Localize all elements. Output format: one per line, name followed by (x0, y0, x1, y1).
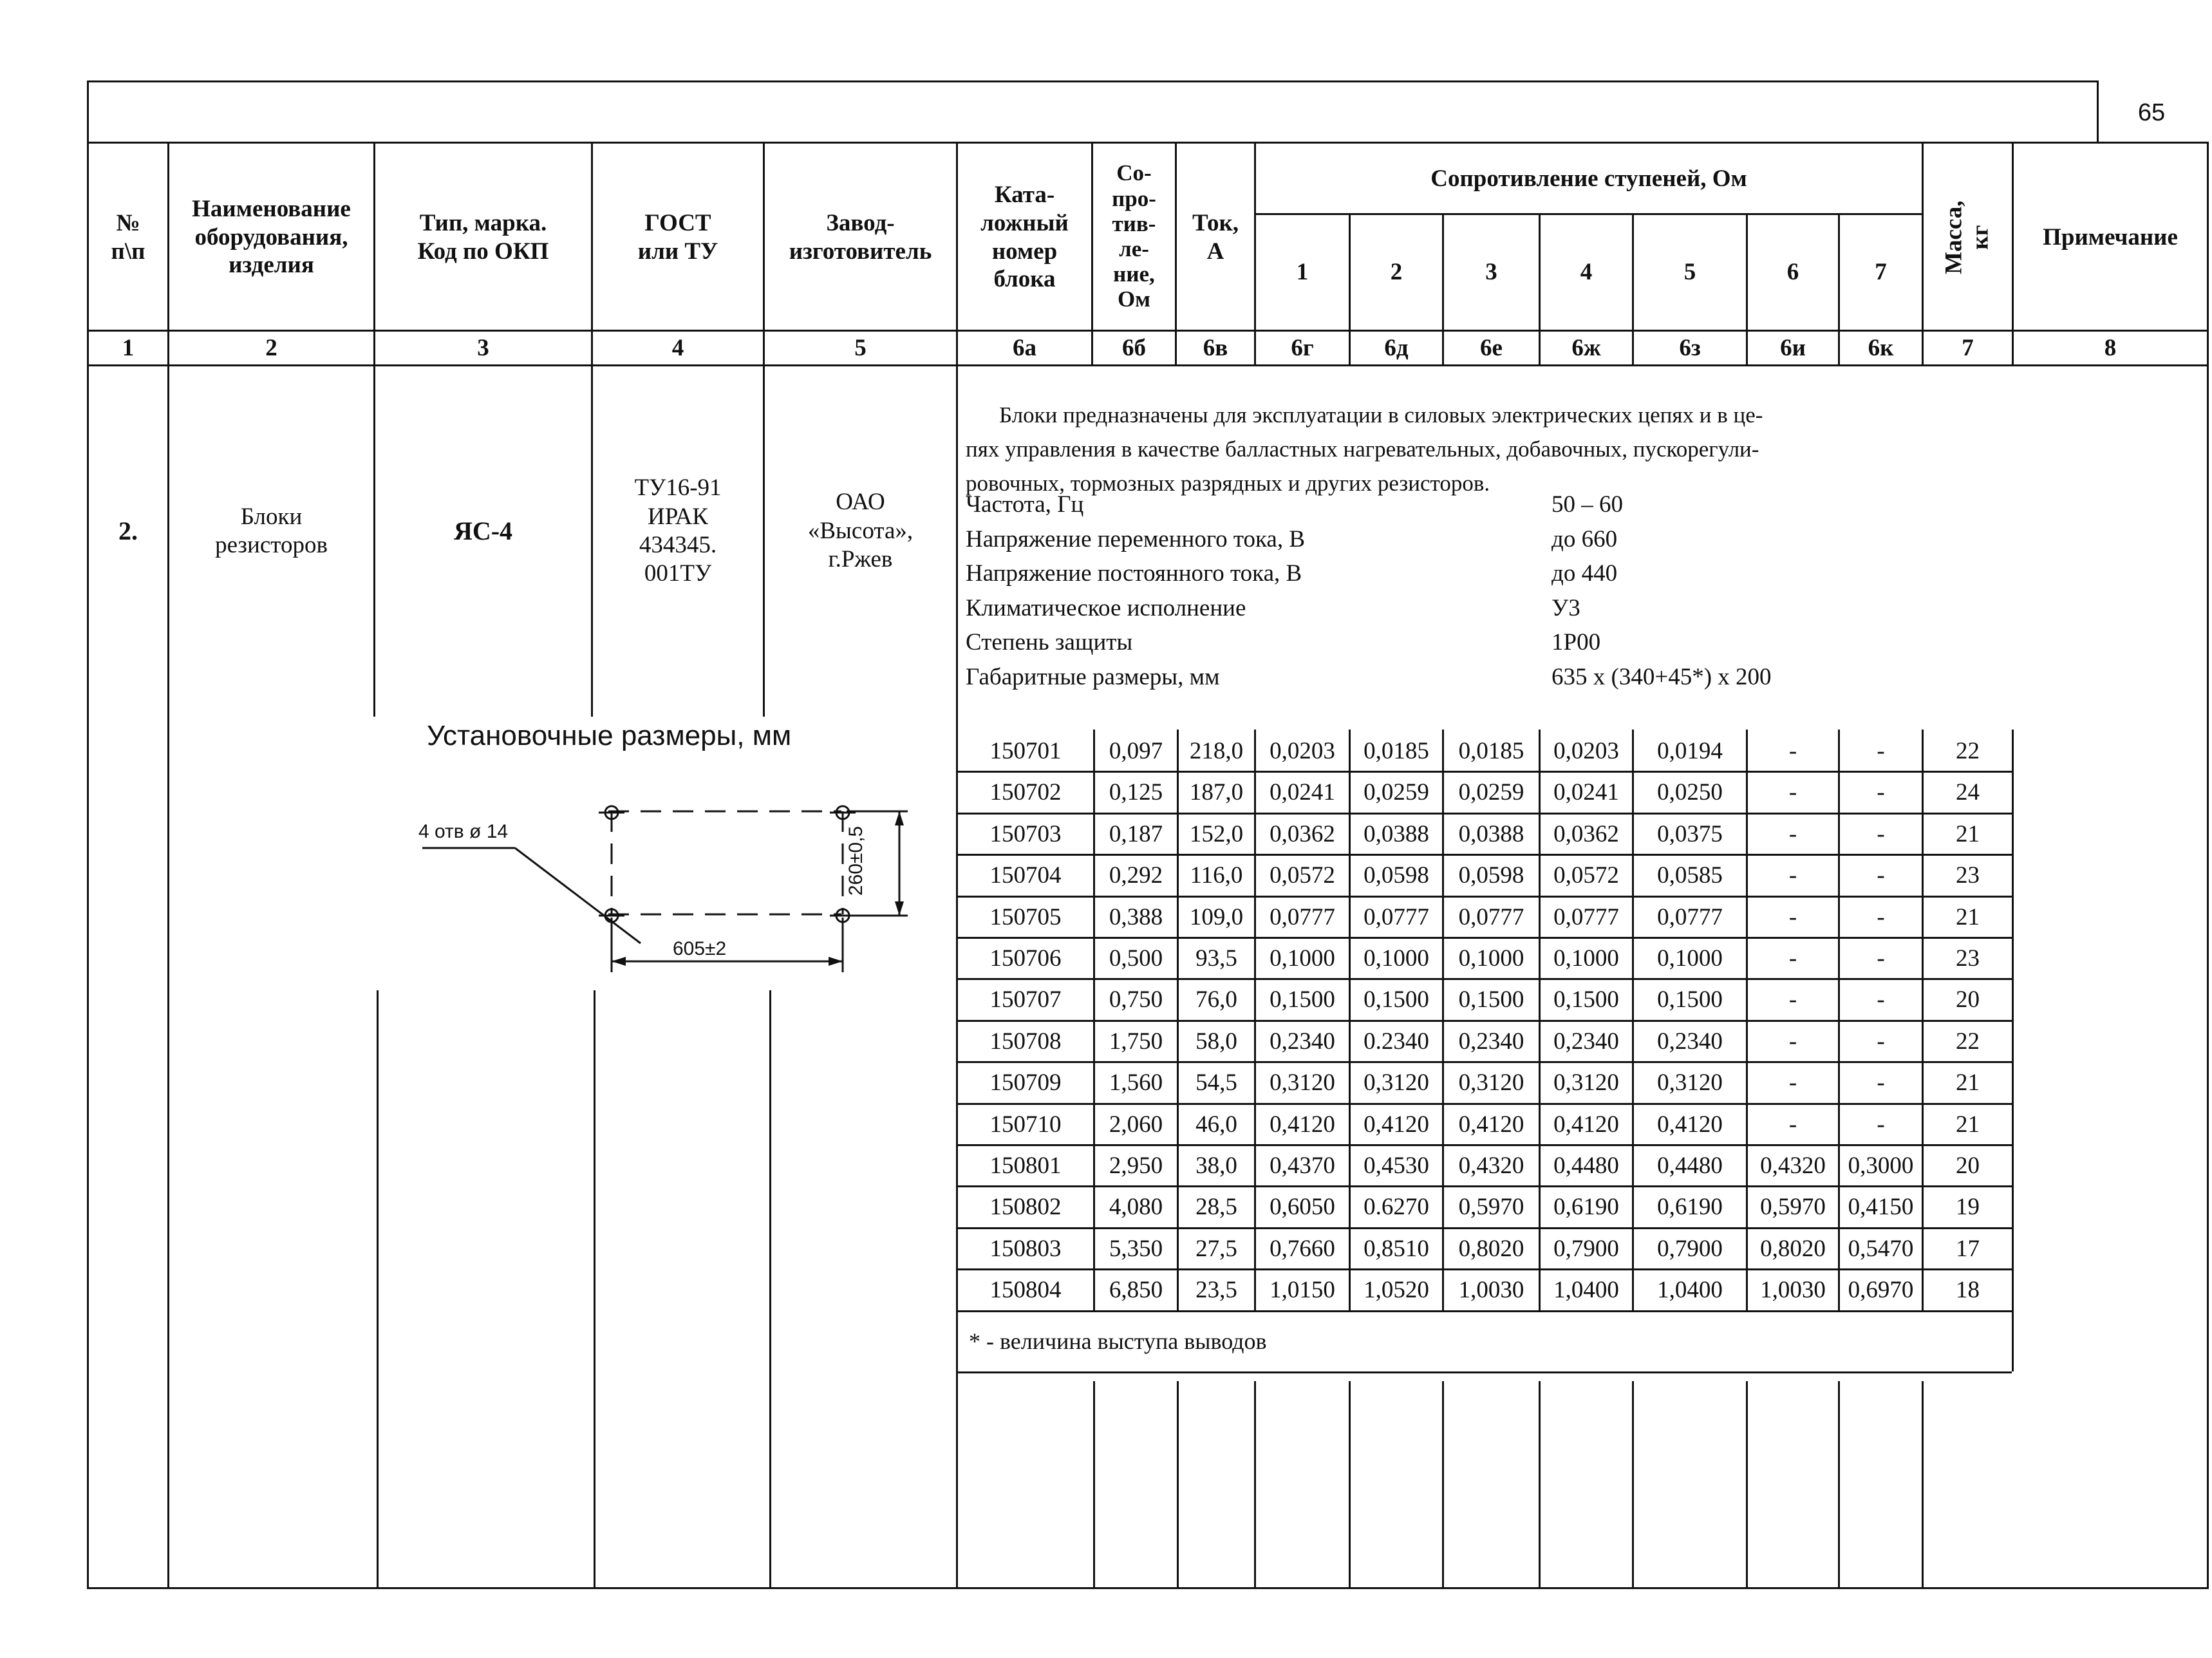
num-4: 4 (671, 334, 684, 361)
table-cell: 0,0259 (1458, 778, 1524, 805)
table-cell: 150801 (989, 1152, 1062, 1179)
frame-bottom (87, 1587, 2209, 1589)
installation-drawing (386, 773, 953, 998)
page-number: 65 (2137, 99, 2166, 126)
table-cell: 0,0585 (1657, 862, 1723, 889)
header-mass-text: Масса, кг (1940, 200, 1994, 274)
num-1: 1 (122, 334, 135, 361)
num-6v: 6в (1203, 334, 1228, 361)
table-cell: 22 (1956, 1028, 1980, 1055)
table-cell: 187,0 (1189, 778, 1244, 805)
num-6e: 6е (1480, 334, 1503, 361)
table-cell: 0,0777 (1458, 903, 1524, 930)
table-empty-col-line (1632, 1381, 1634, 1587)
num-6d: 6д (1384, 334, 1409, 361)
table-empty-col-line (1093, 1381, 1095, 1587)
table-cell: 0,4150 (1848, 1193, 1914, 1220)
table-cell: 0,5470 (1848, 1235, 1914, 1262)
table-cell: - (1788, 903, 1797, 930)
table-cell: 0,0185 (1364, 737, 1429, 764)
table-cell: 0,500 (1109, 945, 1163, 972)
table-cell: - (1877, 986, 1885, 1013)
table-cell: 150707 (989, 986, 1062, 1013)
num-6k: 6к (1868, 334, 1894, 361)
table-cell: 0,0194 (1657, 737, 1723, 764)
table-cell: - (1877, 903, 1885, 930)
num-5: 5 (854, 334, 867, 361)
table-cell: 23,5 (1195, 1276, 1237, 1303)
spec-value: до 660 (1551, 525, 1618, 552)
col-sep-3b (594, 990, 595, 1589)
table-cell: 0,0185 (1458, 737, 1524, 764)
table-cell: 0,1000 (1553, 945, 1619, 972)
table-cell: - (1788, 862, 1797, 889)
table-cell: 1,0520 (1364, 1276, 1429, 1303)
table-cell: 0,8020 (1458, 1235, 1524, 1262)
table-cell: 0,4320 (1760, 1152, 1826, 1179)
table-cell: - (1877, 945, 1885, 972)
table-cell: - (1877, 737, 1885, 764)
table-cell: 27,5 (1195, 1235, 1237, 1262)
table-cell: 28,5 (1195, 1193, 1237, 1220)
table-cell: 0.6270 (1364, 1193, 1429, 1220)
header-gost: ГОСТ или ТУ (637, 209, 718, 265)
table-cell: - (1877, 1069, 1885, 1096)
num-6a: 6а (1013, 334, 1036, 361)
table-cell: 0,6050 (1270, 1193, 1335, 1220)
table-cell: 0,2340 (1657, 1028, 1723, 1055)
spec-label: Климатическое исполнение (966, 594, 1246, 621)
leader-line (515, 848, 641, 943)
table-cell: 19 (1956, 1193, 1980, 1220)
table-cell: 0,1500 (1553, 986, 1619, 1013)
table-cell: 0,4120 (1657, 1111, 1723, 1138)
table-cell: 46,0 (1195, 1111, 1237, 1138)
header-step-3: 3 (1485, 259, 1497, 286)
spec-row (966, 628, 1867, 663)
header-name: Наименование оборудования, изделия (192, 196, 351, 279)
table-cell: 0,0250 (1657, 778, 1723, 805)
header-catalog: Ката- ложный номер блока (980, 182, 1069, 293)
table-cell: 0,4370 (1270, 1152, 1335, 1179)
table-cell: 0,1000 (1657, 945, 1723, 972)
width-dimension: 605±2 (673, 938, 727, 959)
table-cell: 0,1500 (1458, 986, 1524, 1013)
header-mass (1924, 145, 2012, 330)
spec-value: до 440 (1551, 560, 1618, 587)
table-cell: 0,3000 (1848, 1152, 1914, 1179)
table-cell: 1,560 (1109, 1069, 1163, 1096)
num-6i: 6и (1780, 334, 1806, 361)
spec-label: Степень защиты (966, 629, 1133, 655)
spec-value: 50 – 60 (1551, 491, 1623, 518)
table-cell: 0,3120 (1270, 1069, 1335, 1096)
table-cell: - (1788, 1111, 1797, 1138)
spec-row (966, 560, 1867, 594)
header-step-5: 5 (1683, 259, 1696, 286)
table-cell: 0,1500 (1270, 986, 1335, 1013)
num-6zh: 6ж (1571, 334, 1601, 361)
page-box-left (2097, 80, 2099, 143)
spec-label: Напряжение переменного тока, В (966, 525, 1306, 552)
table-cell: 0,0598 (1364, 862, 1429, 889)
table-empty-col-line (1922, 1381, 1924, 1587)
table-cell: 0,0241 (1553, 778, 1619, 805)
table-cell: 1,0400 (1553, 1276, 1619, 1303)
entry-number: 2. (118, 516, 138, 546)
table-cell: 116,0 (1190, 862, 1243, 889)
table-cell: 0,5970 (1458, 1193, 1524, 1220)
table-cell: 0,0572 (1553, 862, 1619, 889)
table-cell: 0,3120 (1458, 1069, 1524, 1096)
table-cell: 0,1000 (1364, 945, 1429, 972)
table-cell: 0,0362 (1553, 820, 1619, 847)
spec-row (966, 525, 1867, 560)
table-cell: 150802 (989, 1193, 1062, 1220)
header-maker: Завод- изготовитель (789, 209, 932, 265)
table-cell: 0,4120 (1553, 1111, 1619, 1138)
table-empty-col-line (1539, 1381, 1541, 1587)
table-cell: - (1788, 820, 1797, 847)
table-cell: 0,7900 (1657, 1235, 1723, 1262)
header-current: Ток, А (1192, 209, 1239, 265)
table-cell: 0,8510 (1364, 1235, 1429, 1262)
table-cell: 2,950 (1109, 1152, 1163, 1179)
arrowhead-icon (895, 901, 904, 916)
table-cell: 152,0 (1189, 820, 1244, 847)
table-cell: 0,3120 (1553, 1069, 1619, 1096)
table-cell: 0,0777 (1364, 903, 1429, 930)
table-cell: 0,0777 (1270, 903, 1335, 930)
table-right-line (2012, 730, 2014, 1371)
table-cell: 0,1000 (1458, 945, 1524, 972)
table-cell: 218,0 (1189, 737, 1244, 764)
table-cell: - (1877, 1028, 1885, 1055)
table-cell: - (1877, 1111, 1885, 1138)
table-cell: - (1788, 737, 1797, 764)
table-empty-col-line (1838, 1381, 1840, 1587)
table-cell: 0,125 (1109, 778, 1163, 805)
entry-gost: ТУ16-91 ИРАК 434345. 001ТУ (634, 475, 722, 587)
entry-maker: ОАО «Высота», г.Ржев (807, 489, 914, 573)
table-cell: 0,0375 (1657, 820, 1723, 847)
num-8: 8 (2104, 334, 2117, 361)
table-cell: 0.2340 (1364, 1028, 1429, 1055)
arrowhead-icon (895, 811, 904, 825)
frame-right (2207, 142, 2209, 1589)
table-cell: 0,2340 (1553, 1028, 1619, 1055)
num-6b: 6б (1122, 334, 1146, 361)
table-cell: 4,080 (1109, 1193, 1163, 1220)
table-cell: 0,1500 (1364, 986, 1429, 1013)
table-cell: 38,0 (1195, 1152, 1237, 1179)
header-step-2: 2 (1390, 259, 1403, 286)
table-cell: 1,750 (1109, 1028, 1163, 1055)
table-row-line (956, 1310, 2012, 1312)
table-cell: 24 (1956, 778, 1980, 805)
entry-description: Блоки предназначены для эксплуатации в силовых электрических цепях и в це- пях управления в качестве балластных нагревательных, добавочных, пускорегули- ровочных, тормозных разрядных и других резисторов. (966, 402, 1763, 496)
table-cell: 0,0259 (1364, 778, 1429, 805)
table-cell: 0,4120 (1270, 1111, 1335, 1138)
table-cell: 93,5 (1195, 945, 1237, 972)
spec-value: 635 х (340+45*) х 200 (1551, 663, 1772, 690)
table-cell: 0,1000 (1270, 945, 1335, 972)
table-cell: 0,4480 (1553, 1152, 1619, 1179)
table-cell: - (1788, 1069, 1797, 1096)
num-6z: 6з (1679, 334, 1701, 361)
table-cell: 0,388 (1109, 903, 1163, 930)
table-cell: 1,0030 (1760, 1276, 1826, 1303)
numbering-bottom-line (87, 364, 2209, 366)
table-cell: - (1788, 1028, 1797, 1055)
table-cell: 109,0 (1189, 903, 1244, 930)
header-note: Примечание (2043, 223, 2178, 250)
header-no: № п\п (111, 209, 145, 265)
table-cell: 23 (1956, 862, 1980, 889)
table-cell: 0,0388 (1364, 820, 1429, 847)
table-cell: 0,0203 (1270, 737, 1335, 764)
table-cell: 5,350 (1109, 1235, 1163, 1262)
table-cell: 20 (1956, 986, 1980, 1013)
table-cell: 6,850 (1109, 1276, 1163, 1303)
table-empty-col-line (1442, 1381, 1444, 1587)
spec-value: У3 (1551, 594, 1580, 621)
entry-name: Блоки резисторов (215, 504, 328, 558)
table-cell: 54,5 (1195, 1069, 1237, 1096)
table-cell: - (1788, 986, 1797, 1013)
table-cell: 0,097 (1109, 737, 1163, 764)
table-cell: 150701 (989, 737, 1062, 764)
table-cell: 0,6190 (1657, 1193, 1723, 1220)
table-empty-col-line (1177, 1381, 1179, 1587)
col-sep-4b (769, 990, 771, 1589)
arrowhead-icon (829, 957, 843, 966)
table-empty-col-line (1254, 1381, 1256, 1587)
table-cell: 0,6970 (1848, 1276, 1914, 1303)
table-cell: 150703 (989, 820, 1062, 847)
table-footer-line (956, 1371, 2012, 1373)
num-3: 3 (477, 334, 489, 361)
num-6g: 6г (1291, 334, 1314, 361)
table-cell: - (1788, 945, 1797, 972)
num-7: 7 (1962, 334, 1974, 361)
spec-label: Напряжение постоянного тока, В (966, 560, 1302, 587)
frame-top (87, 80, 2099, 82)
table-cell: 0,2340 (1270, 1028, 1335, 1055)
table-cell: 0,0777 (1657, 903, 1723, 930)
table-cell: 0,5970 (1760, 1193, 1826, 1220)
table-cell: 150804 (989, 1276, 1062, 1303)
table-cell: 0,0777 (1553, 903, 1619, 930)
spec-value: 1Р00 (1551, 629, 1601, 655)
table-empty-col-line (1746, 1381, 1748, 1587)
spec-label: Частота, Гц (966, 491, 1084, 518)
table-cell: 20 (1956, 1152, 1980, 1179)
holes-label: 4 отв ø 14 (418, 821, 509, 842)
table-cell: 58,0 (1195, 1028, 1237, 1055)
table-cell: 1,0400 (1657, 1276, 1723, 1303)
entry-type: ЯС-4 (453, 516, 513, 546)
table-cell: 150710 (989, 1111, 1062, 1138)
table-cell: 21 (1956, 1111, 1980, 1138)
table-cell: 22 (1956, 737, 1980, 764)
table-cell: 21 (1956, 1069, 1980, 1096)
table-cell: 0,4120 (1364, 1111, 1429, 1138)
table-cell: 23 (1956, 945, 1980, 972)
drawing-title: Установочные размеры, мм (427, 720, 792, 751)
table-cell: 0,3120 (1657, 1069, 1723, 1096)
table-cell: 0,7900 (1553, 1235, 1619, 1262)
table-cell: 0,0572 (1270, 862, 1335, 889)
table-cell: 150706 (989, 945, 1062, 972)
table-cell: 150803 (989, 1235, 1062, 1262)
spec-label: Габаритные размеры, мм (966, 663, 1220, 690)
table-cell: 0,1500 (1657, 986, 1723, 1013)
table-cell: 17 (1956, 1235, 1980, 1262)
table-cell: 18 (1956, 1276, 1980, 1303)
spec-row (966, 663, 1867, 697)
table-cell: 0,0203 (1553, 737, 1619, 764)
table-cell: 150704 (989, 862, 1062, 889)
table-cell: - (1877, 862, 1885, 889)
height-dimension: 260±0,5 (845, 825, 867, 896)
table-cell: 21 (1956, 903, 1980, 930)
table-empty-col-line (1349, 1381, 1351, 1587)
table-cell: 150705 (989, 903, 1062, 930)
table-cell: 150708 (989, 1028, 1062, 1055)
table-cell: 150709 (989, 1069, 1062, 1096)
table-cell: 0,4480 (1657, 1152, 1723, 1179)
table-cell: 150702 (989, 778, 1062, 805)
table-cell: - (1877, 778, 1885, 805)
table-cell: 0,0241 (1270, 778, 1335, 805)
header-step-6: 6 (1786, 259, 1799, 286)
table-cell: 0,292 (1109, 862, 1163, 889)
table-cell: 0,0362 (1270, 820, 1335, 847)
table-cell: 0,4120 (1458, 1111, 1524, 1138)
arrowhead-icon (612, 957, 626, 966)
num-2: 2 (265, 334, 277, 361)
table-cell: 1,0150 (1270, 1276, 1335, 1303)
table-cell: 1,0030 (1458, 1276, 1524, 1303)
table-cell: 0,6190 (1553, 1193, 1619, 1220)
table-cell: 0,4530 (1364, 1152, 1429, 1179)
spec-row (966, 491, 1867, 525)
header-step-4: 4 (1580, 259, 1593, 286)
table-cell: 0,187 (1109, 820, 1163, 847)
header-steps-group: Сопротивление ступеней, Ом (1430, 165, 1747, 193)
table-cell: 2,060 (1109, 1111, 1163, 1138)
table-cell: 0,2340 (1458, 1028, 1524, 1055)
spec-row (966, 594, 1867, 628)
col-sep-2b (377, 990, 379, 1589)
footnote: * - величина выступа выводов (969, 1328, 1267, 1354)
header-step-1: 1 (1296, 259, 1309, 286)
table-cell: 0,750 (1109, 986, 1163, 1013)
table-cell: 21 (1956, 820, 1980, 847)
header-step-7: 7 (1875, 259, 1887, 286)
header-resistance: Со- про- тив- ле- ние, Ом (1112, 160, 1156, 312)
table-cell: 0,0388 (1458, 820, 1524, 847)
table-cell: 76,0 (1195, 986, 1237, 1013)
table-cell: 0,0598 (1458, 862, 1524, 889)
table-cell: 0,8020 (1760, 1235, 1826, 1262)
table-cell: - (1877, 820, 1885, 847)
table-cell: - (1788, 778, 1797, 805)
table-cell: 0,3120 (1364, 1069, 1429, 1096)
header-type: Тип, марка. Код по ОКП (417, 209, 549, 265)
table-cell: 0,4320 (1458, 1152, 1524, 1179)
table-cell: 0,7660 (1270, 1235, 1335, 1262)
